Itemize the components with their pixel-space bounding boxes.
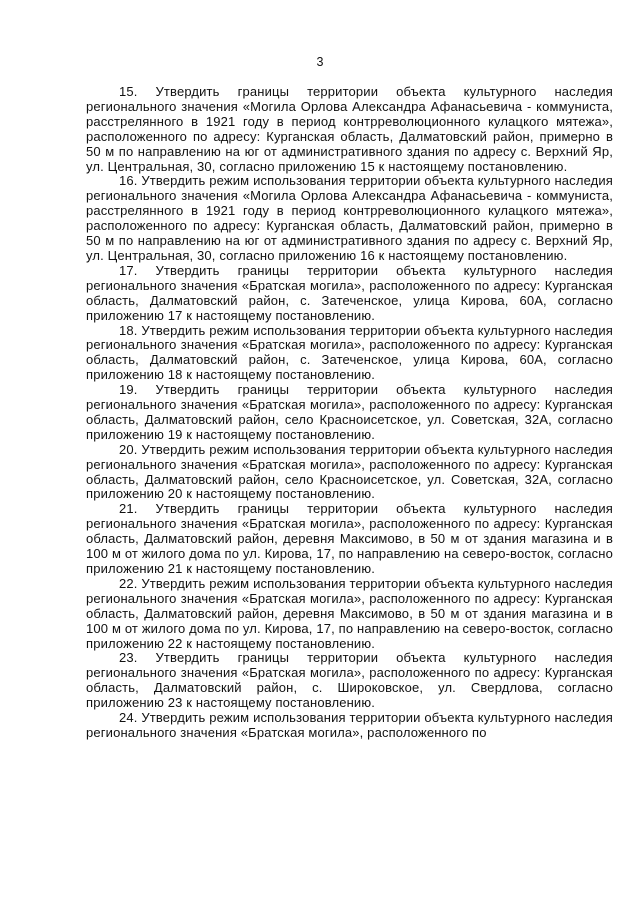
paragraph-16: 16. Утвердить режим использования территории объекта культурного наследия регионального значения «Могила Орлова Александра Афанасьевича - коммуниста, расстрелянного в 1921 году в период контрреволюционного кулацкого мятежа», расположенного по адресу: Курганская область, Далматовский район, примерно в 50 м по направлению на юг от административного здания по адресу с. Верхний Яр, ул. Центральная, 30, согласно приложению 16 к настоящему постановлению. xyxy=(86,173,613,263)
paragraph-18: 18. Утвердить режим использования территории объекта культурного наследия регионального значения «Братская могила», расположенного по адресу: Курганская область, Далматовский район, с. Затеченское, улица Кирова, 60А, согласно приложению 18 к настоящему постановлению. xyxy=(86,322,613,383)
paragraph-22: 22. Утвердить режим использования территории объекта культурного наследия регионального значения «Братская могила», расположенного по адресу: Курганская область, Далматовский район, деревня Максимово, в 50 м от здания магазина и в 100 м от жилого дома по ул. Кирова, 17, по направлению на северо-восток, согласно приложению 22 к настоящему постановлению. xyxy=(86,575,613,651)
paragraph-23: 23. Утвердить границы территории объекта культурного наследия регионального значения «Братская могила», расположенного по адресу: Курганская область, Далматовский район, с. Широковское, ул. Свердлова, согласно приложению 23 к настоящему постановлению. xyxy=(86,650,613,711)
paragraph-15: 15. Утвердить границы территории объекта культурного наследия регионального значения «Могила Орлова Александра Афанасьевича - коммуниста, расстрелянного в 1921 году в период контрреволюционного кулацкого мятежа», расположенного по адресу: Курганская область, Далматовский район, примерно в 50 м по направлению на юг от административного здания по адресу с. Верхний Яр, ул. Центральная, 30, согласно приложению 15 к настоящему постановлению. xyxy=(86,84,613,174)
page-number: 3 xyxy=(316,55,324,69)
paragraph-21: 21. Утвердить границы территории объекта культурного наследия регионального значения «Братская могила», расположенного по адресу: Курганская область, Далматовский район, деревня Максимово, в 50 м от здания магазина и в 100 м от жилого дома по ул. Кирова, 17, по направлению на северо-восток, согласно приложению 21 к настоящему постановлению. xyxy=(86,501,613,576)
paragraph-19: 19. Утвердить границы территории объекта культурного наследия регионального значения «Братская могила», расположенного по адресу: Курганская область, Далматовский район, село Красноисетское, ул. Советская, 32А, согласно приложению 19 к настоящему постановлению. xyxy=(86,382,613,442)
paragraph-20: 20. Утвердить режим использования территории объекта культурного наследия регионального значения «Братская могила», расположенного по адресу: Курганская область, Далматовский район, село Красноисетское, ул. Советская, 32А, согласно приложению 20 к настоящему постановлению. xyxy=(86,441,613,502)
paragraph-24: 24. Утвердить режим использования территории объекта культурного наследия регионального значения «Братская могила», расположенного по xyxy=(86,710,613,740)
document-body xyxy=(86,85,613,741)
paragraph-17: 17. Утвердить границы территории объекта культурного наследия регионального значения «Братская могила», расположенного по адресу: Курганская область, Далматовский район, с. Затеченское, улица Кирова, 60А, согласно приложению 17 к настоящему постановлению. xyxy=(86,262,613,323)
